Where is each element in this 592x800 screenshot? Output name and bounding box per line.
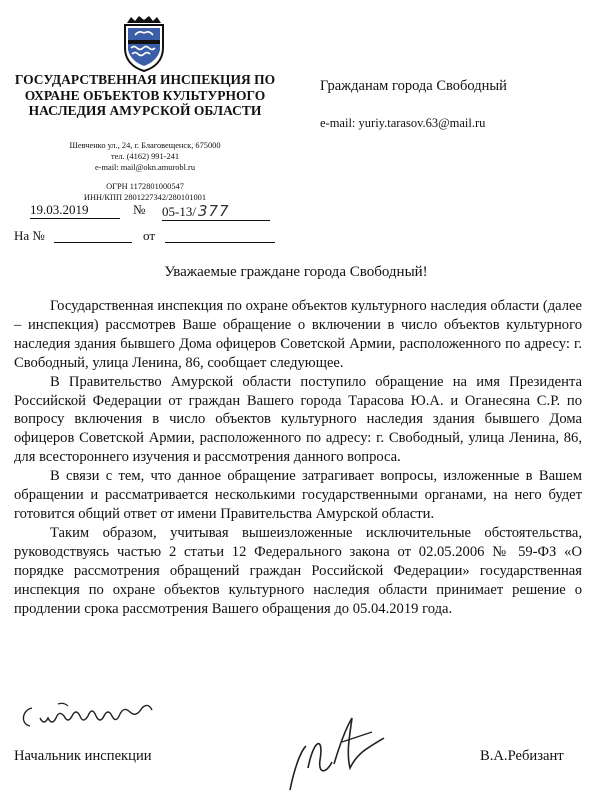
signer-position: Начальник инспекции xyxy=(14,748,152,764)
organization-identifiers xyxy=(14,181,276,203)
organization-contacts xyxy=(14,140,276,174)
inn-kpp-number: ИНН/КПП 2801227342/280101001 xyxy=(83,193,207,202)
salutation: Уважаемые граждане города Свободный! xyxy=(164,264,428,280)
organization-email: e-mail: mail@okn.amurobl.ru xyxy=(94,163,196,173)
organization-address: Шевченко ул., 24, г. Благовещенск, 675000 xyxy=(69,141,221,150)
body-paragraph: Таким образом, учитывая вышеизложенные исключительные обстоятельства, руководствуясь частью 2 статьи 12 Федерального закона от 02.05.2006 № 59-ФЗ «О порядке рассмотрения обращений граждан Российской Федерации» государственная инспекция по охране объектов культурного наследия области принимает решение о продлении срока рассмотрения Вашего обращения до 05.04.2019 года. xyxy=(14,524,582,617)
recipient-email: e-mail: yuriy.tarasov.63@mail.ru xyxy=(320,116,486,130)
handwritten-regards-icon xyxy=(18,700,218,734)
reply-to-date-label: от xyxy=(143,228,156,243)
organization-phone: тел. (4162) 991-241 xyxy=(110,152,180,162)
body-paragraph: Государственная инспекция по охране объектов культурного наследия области (далее – инспекция) рассмотрев Ваше обращение о включении в число объектов культурного наследия здания бывшего Дома офицеров Советской Армии, расположенного по адресу: г. Свободный, улица Ленина, 86, сообщает следующее. xyxy=(14,298,582,371)
reply-to-number-line xyxy=(54,242,132,243)
reply-to-number-label: На № xyxy=(14,228,45,243)
registration-number-prefix: 05-13/ xyxy=(162,204,196,219)
body-paragraph: В Правительство Амурской области поступило обращение на имя Президента Российской Федерации от граждан Вашего города Тарасова Ю.А. и Оганесяна С.Р. по вопросу включения в число объектов культурного наследия здания бывшего Дома офицеров Советской Армии, расположенного по адресу: г. Свободный, улица Ленина, 86, для всестороннего изучения и рассмотрения данного вопроса. xyxy=(14,373,582,466)
coat-of-arms-icon xyxy=(121,14,167,72)
registration-number xyxy=(162,202,270,221)
ogrn-number: ОГРН 1172801000547 xyxy=(106,182,184,191)
organization-title: ГОСУДАРСТВЕННАЯ ИНСПЕКЦИЯ ПО ОХРАНЕ ОБЪЕКТОВ КУЛЬТУРНОГО НАСЛЕДИЯ АМУРСКОЙ ОБЛАСТИ xyxy=(14,72,276,118)
reply-to-date-line xyxy=(165,242,275,243)
recipient-line: Гражданам города Свободный xyxy=(320,78,507,94)
registration-date: 19.03.2019 xyxy=(30,202,120,219)
signature-icon xyxy=(280,708,400,792)
signer-name: В.А.Ребизант xyxy=(480,748,564,764)
body-paragraph: В связи с тем, что данное обращение затрагивает вопросы, изложенные в Вашем обращении и рассматривается несколькими государственными органами, на него будет готовится общий ответ от имени Правительства Амурской области. xyxy=(14,468,582,522)
registration-number-label: № xyxy=(133,202,146,217)
registration-number-handwritten: 377 xyxy=(197,202,230,220)
letter-body xyxy=(14,297,582,618)
